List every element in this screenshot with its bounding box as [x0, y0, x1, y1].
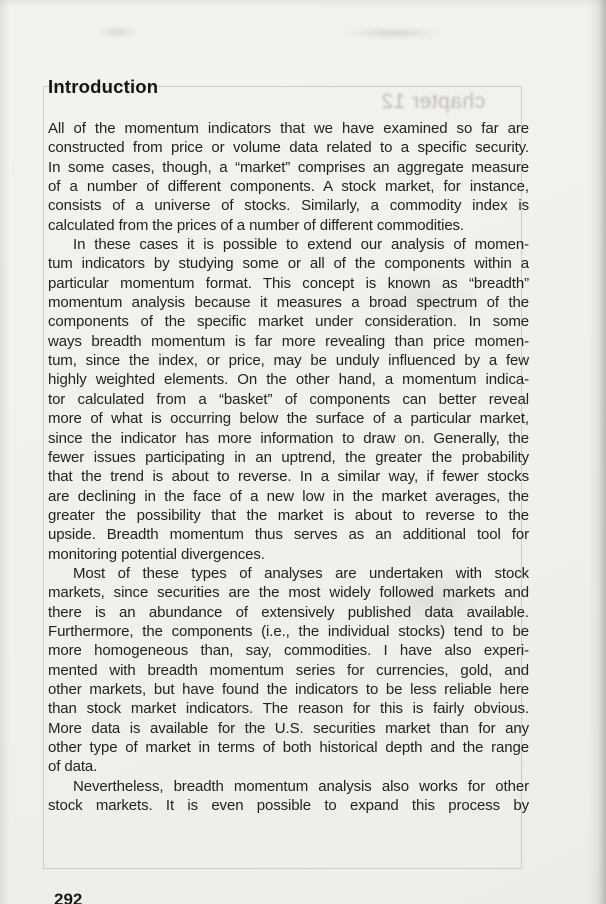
text-line: More data is available for the U.S. securities market than for any: [48, 719, 529, 737]
text-line: consists of a universe of stocks. Similarly, a commodity index is: [48, 197, 529, 215]
text-line: more homogeneous than, say, commodities. I have also experi-: [48, 642, 529, 660]
paragraph-2: [48, 235, 529, 564]
text-line: are declining in the face of a new low in the market averages, the: [48, 487, 529, 505]
paragraph-1: [48, 119, 529, 235]
text-line: momentum analysis because it measures a broad spectrum of the: [48, 294, 529, 312]
text-line: Nevertheless, breadth momentum analysis also works for other: [73, 777, 529, 795]
text-line: components of the specific market under consideration. In some: [48, 313, 529, 331]
page-number: 292: [54, 890, 83, 904]
text-line: calculated from the prices of a number of different commodities.: [48, 216, 465, 234]
text-line: All of the momentum indicators that we have examined so far are: [48, 120, 529, 137]
text-line: other markets, but have found the indicators to be less reliable here: [48, 680, 529, 698]
text-line: tum, since the index, or price, may be unduly influenced by a few: [48, 352, 529, 370]
text-line: monitoring potential divergences.: [48, 545, 265, 563]
page-edge-shadow-left: [0, 0, 10, 904]
page-edge-shadow-right: [588, 0, 606, 904]
text-line: constructed from price or volume data related to a specific security.: [48, 139, 529, 157]
text-line: than stock market indicators. The reason for this is fairly obvious.: [48, 700, 529, 718]
body-text: [48, 119, 529, 815]
paragraph-4: [48, 777, 529, 816]
text-line: Most of these types of analyses are undertaken with stock: [73, 564, 529, 582]
page-edge-shadow-top: [0, 0, 606, 8]
text-line: upside. Breadth momentum thus serves as an additional tool for: [48, 526, 529, 544]
text-line: stock markets. It is even possible to expand this process by: [48, 797, 529, 815]
text-line: of a number of different components. A stock market, for instance,: [48, 178, 529, 196]
text-line: that the trend is about to reverse. In a similar way, if fewer stocks: [48, 468, 529, 486]
paragraph-3: [48, 564, 529, 777]
showthrough-chapter-text: chapter 12: [380, 90, 486, 113]
section-heading: Introduction: [48, 76, 159, 97]
text-line: Furthermore, the components (i.e., the individual stocks) tend to be: [48, 622, 529, 640]
text-line: more of what is occurring below the surface of a particular market,: [48, 410, 529, 428]
text-line: tum indicators by studying some or all of the components within a: [48, 255, 529, 273]
showthrough-smudge: [326, 26, 461, 40]
text-line: ways breadth momentum is far more revealing than price momen-: [48, 332, 529, 350]
text-line: highly weighted elements. On the other hand, a momentum indica-: [48, 371, 529, 389]
text-line: greater the possibility that the market is about to reverse to the: [48, 506, 529, 524]
text-line: mented with breadth momentum series for currencies, gold, and: [48, 661, 529, 679]
text-line: particular momentum format. This concept is known as “breadth”: [48, 274, 529, 292]
text-line: fewer issues participating in an uptrend, the greater the probability: [48, 448, 529, 466]
text-line: of data.: [48, 758, 98, 776]
text-line: markets, since securities are the most widely followed markets and: [48, 584, 529, 602]
text-line: In some cases, though, a “market” comprises an aggregate measure: [48, 158, 529, 176]
text-line: other type of market in terms of both historical depth and the range: [48, 739, 529, 756]
text-line: tor calculated from a “basket” of components can better reveal: [48, 390, 529, 408]
text-line: there is an abundance of extensively published data available.: [48, 603, 529, 621]
showthrough-smudge: [90, 24, 145, 40]
text-line: since the indicator has more information to draw on. Generally, the: [48, 429, 529, 447]
text-line: In these cases it is possible to extend our analysis of momen-: [73, 236, 529, 254]
